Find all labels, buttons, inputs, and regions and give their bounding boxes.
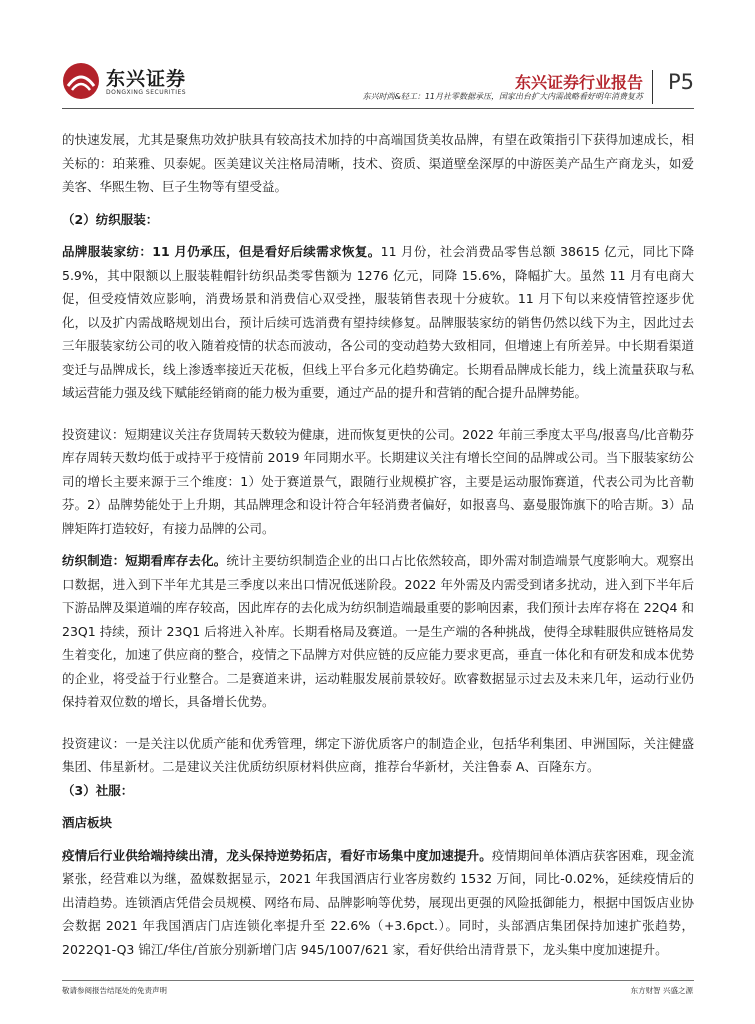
report-title: 东兴证券行业报告 xyxy=(514,73,643,92)
company-logo xyxy=(62,62,192,100)
main-content xyxy=(62,128,694,961)
paragraph-hotel xyxy=(62,844,694,962)
page-header xyxy=(0,0,755,112)
paragraph-textile-mfg xyxy=(62,549,694,714)
report-subtitle: 东兴时尚&轻工：11月社零数据承压，国家出台扩大内需战略看好明年消费复苏 xyxy=(362,92,643,101)
footer-slogan: 东方财智 兴盛之源 xyxy=(630,986,693,995)
section-heading-social: （3）社服： xyxy=(62,782,134,798)
subsection-heading-hotel: 酒店板块 xyxy=(62,815,113,830)
header-rule xyxy=(62,108,694,109)
paragraph-intro: 的快速发展，尤其是聚焦功效护肤具有较高技术加持的中高端国货美妆品牌，有望在政策指引下获得加速成长，相关标的：珀莱雅、贝泰妮。医美建议关注格局清晰，技术、资质、渠道壁垒深厚的中游医美产品生产商龙头，如爱美客、华熙生物、巨子生物等有望受益。 xyxy=(62,132,694,194)
logo-text-en: DONGXING SECURITIES xyxy=(106,89,187,96)
text-brand-apparel: 11 月份，社会消费品零售总额 38615 亿元，同比下降 5.9%，其中限额以上服装鞋帽针纺织品类零售额为 1276 亿元，同降 15.6%，降幅扩大。虽然 11 月有电商大促，但受疫情效应影响，消费场景和消费信心双受挫，服装销售表现十分疲软。11 月下旬以来疫情管控逐步优化，以及扩内需战略规划出台，预计后续可选消费有望持续修复。品牌服装家纺的销售仍然以线下为主，因此过去三年服装家纺公司的收入随着疫情的状态而波动，各公司的变动趋势大致相同，但增速上有所差异。中长期看渠道变迁与品牌成长，线上渗透率接近天花板，但线上平台多元化趋势确定。长期看品牌成长能力，线上流量获取与私域运营能力强及线下赋能经销商的能力极为重要，通过产品的提升和营销的配合提升品牌势能。 xyxy=(62,244,695,400)
paragraph-brand-apparel xyxy=(62,240,694,405)
text-textile-mfg: 统计主要纺织制造企业的出口占比依然较高，即外需对制造端景气度影响大。观察出口数据，进入到下半年尤其是三季度以来出口情况低迷阶段。2022 年外需及内需受到诸多扰动，进入到下半年后下游品牌及渠道端的库存较高，因此库存的去化成为纺织制造端最重要的影响因素，我们预计去库存将在 22Q4 和 23Q1 持续，预计 23Q1 后将进入补库。长期看格局及赛道。一是生产端的各种挑战，使得全球鞋服供应链格局发生着变化，加速了供应商的整合，疫情之下品牌方对供应链的反应能力要求更高，垂直一体化和有研发和成本优势的企业，将受益于行业整合。二是赛道来讲，运动鞋服发展前景较好。欧睿数据显示过去及未来几年，运动行业仍保持着双位数的增长，具备增长优势。 xyxy=(62,553,694,709)
logo-mark-icon xyxy=(62,62,100,100)
paragraph-invest-advice-2: 投资建议：一是关注以优质产能和优秀管理，绑定下游优质客户的制造企业，包括华利集团、申洲国际，关注健盛集团、伟星新材。二是建议关注优质纺织原材料供应商，推荐台华新材，关注鲁泰 A、百隆东方。 xyxy=(62,735,694,774)
header-divider xyxy=(652,70,653,104)
lead-textile-mfg: 纺织制造：短期看库存去化。 xyxy=(62,553,227,568)
section-heading-textile: （2）纺织服装： xyxy=(62,211,159,227)
logo-text-cn: 东兴证券 xyxy=(106,68,187,90)
text-hotel: 疫情期间单体酒店获客困难，现金流紧张，经营难以为继，盈媒数据显示，2021 年我国酒店行业客房数约 1532 万间，同比-0.02%，延续疫情后的出清趋势。连锁酒店凭借会员规模、网络布局、品牌影响等优势，展现出更强的风险抵御能力，根据中国饭店业协会数据 2021 年我国酒店门店连锁化率提升至 22.6%（+3.6pct.）。同时，头部酒店集团保持加速扩张趋势，2022Q1-Q3 锦江/华住/首旅分别新增门店 945/1007/621 家，看好供给出清背景下，龙头集中度加速提升。 xyxy=(62,847,694,957)
lead-hotel: 疫情后行业供给端持续出清，龙头保持逆势拓店，看好市场集中度加速提升。 xyxy=(62,847,492,863)
lead-brand-apparel: 品牌服装家纺：11 月仍承压，但是看好后续需求恢复。 xyxy=(62,244,381,259)
footer-disclaimer: 敬请参阅报告结尾处的免责声明 xyxy=(62,986,167,995)
paragraph-invest-advice-1: 投资建议：短期建议关注存货周转天数较为健康，进而恢复更快的公司。2022 年前三季度太平鸟/报喜鸟/比音勒芬库存周转天数均低于或持平于疫情前 2019 年同期水平。长期建议关注有增长空间的品牌或公司。当下服装家纺公司的增长主要来源于三个维度：1）处于赛道景气，跟随行业规模扩容，主要是运动服饰赛道，代表公司为比音勒芬。2）品牌势能处于上升期，其品牌理念和设计符合年轻消费者偏好，如报喜鸟、嘉曼服饰旗下的哈吉斯。3）品牌矩阵打造较好，有接力品牌的公司。 xyxy=(62,426,694,536)
page-number: P5 xyxy=(668,70,695,94)
footer-rule xyxy=(62,980,694,981)
